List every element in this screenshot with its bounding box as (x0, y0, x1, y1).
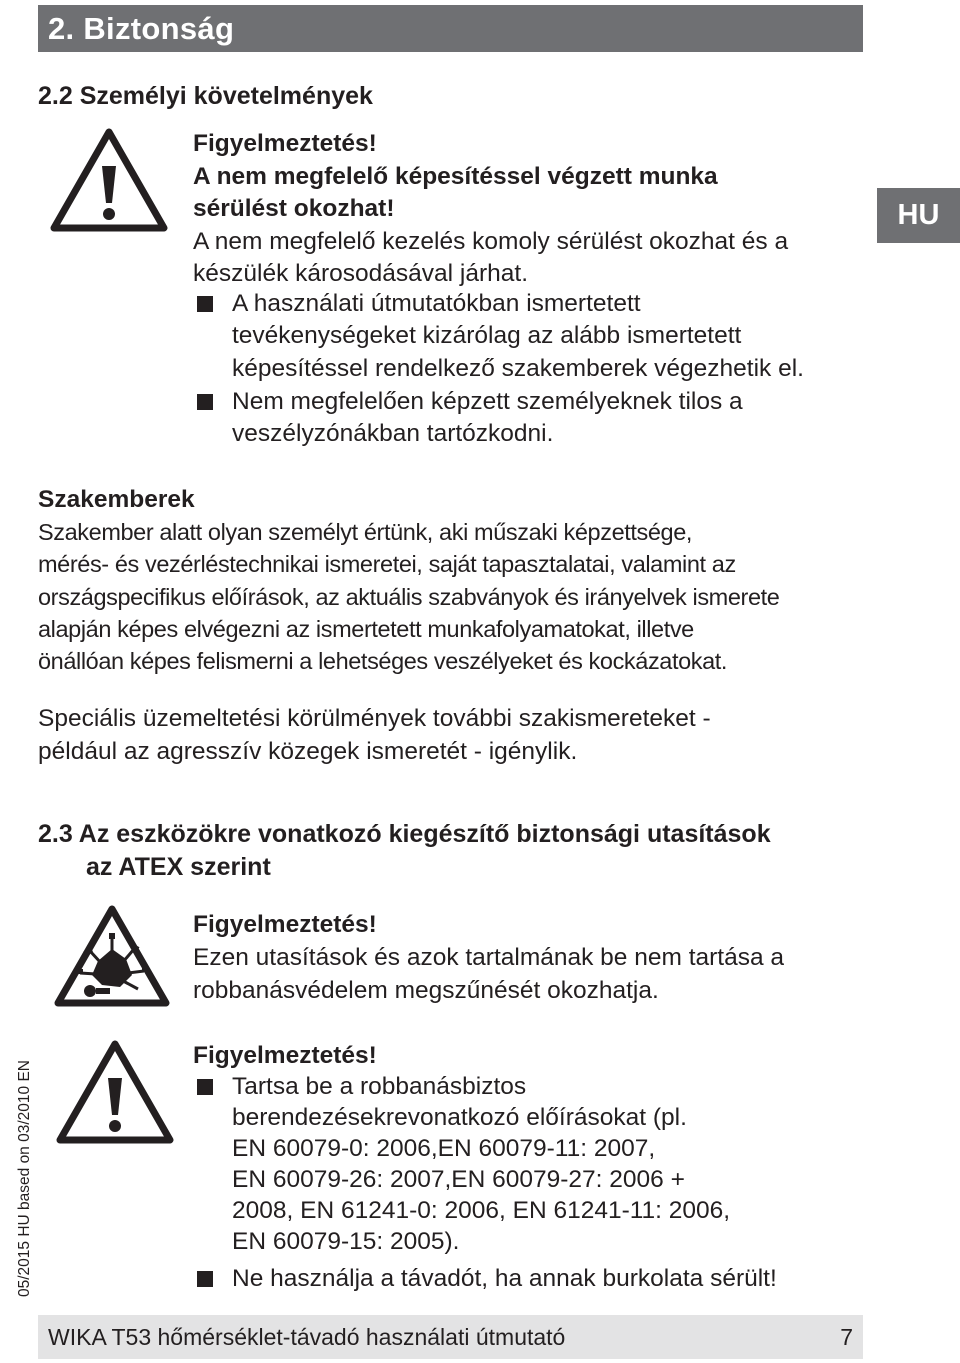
bullet-text-line: Tartsa be a robbanásbiztos (232, 1073, 527, 1100)
language-tab (877, 188, 960, 243)
document-version-note: 05/2015 HU based on 03/2010 EN (16, 1060, 33, 1297)
bullet-text-line: A használati útmutatókban ismertetett (232, 290, 641, 317)
bullet-square (197, 394, 213, 410)
footer-title: WIKA T53 hőmérséklet-távadó használati útmutató (48, 1324, 566, 1350)
warning-text-line: Ezen utasítások és azok tartalmának be nem tartása a (193, 944, 785, 971)
warning-text-line: A nem megfelelő kezelés komoly sérülést okozhat és a (193, 228, 789, 255)
section-2-3-heading-cont: az ATEX szerint (86, 853, 271, 881)
exclamation-warning-icon (50, 128, 168, 232)
experts-heading: Szakemberek (38, 486, 195, 513)
page-number: 7 (840, 1324, 853, 1350)
warning-bold-line: sérülést okozhat! (193, 195, 395, 222)
bullet-text-line: Ne használja a távadót, ha annak burkolata sérült! (232, 1265, 777, 1292)
experts-text-line: országspecifikus előírások, az aktuális szabványok és irányelvek ismerete (38, 584, 780, 610)
experts-text-line: Szakember alatt olyan személyt értünk, aki műszaki képzettsége, (38, 519, 692, 545)
bullet-text-line: 2008, EN 61241-0: 2006, EN 61241-11: 2006, (232, 1197, 731, 1224)
bullet-text-line: EN 60079-15: 2005). (232, 1228, 460, 1255)
exclamation-warning-icon (56, 1040, 174, 1144)
bullet-square (197, 1079, 213, 1095)
section-title: 2. Biztonság (48, 11, 235, 46)
special-text-line: Speciális üzemeltetési körülmények további szakismereteket - (38, 705, 711, 732)
bullet-text-line: veszélyzónákban tartózkodni. (232, 420, 554, 447)
experts-text-line: mérés- és vezérléstechnikai ismeretei, saját tapasztalatai, valamint az (38, 551, 736, 577)
special-text-line: például az agresszív közegek ismeretét - igénylik. (38, 738, 578, 765)
section-2-3-heading: 2.3 Az eszközökre vonatkozó kiegészítő biztonsági utasítások (38, 820, 771, 848)
experts-text-line: alapján képes elvégezni az ismertetett munkafolyamatokat, illetve (38, 616, 694, 642)
warning-title: Figyelmeztetés! (193, 130, 377, 157)
warning-bold-line: A nem megfelelő képesítéssel végzett munka (193, 163, 718, 190)
bullet-square (197, 1271, 213, 1287)
warning-title: Figyelmeztetés! (193, 1042, 377, 1069)
section-2-2-heading: 2.2 Személyi követelmények (38, 82, 373, 110)
warning-text-line: robbanásvédelem megszűnését okozhatja. (193, 977, 659, 1004)
bullet-text-line: berendezésekrevonatkozó előírásokat (pl. (232, 1104, 687, 1131)
bullet-text-line: EN 60079-26: 2007,EN 60079-27: 2006 + (232, 1166, 685, 1193)
section-header-bar (38, 5, 863, 52)
experts-text-line: önállóan képes felismerni a lehetséges veszélyeket és kockázatokat. (38, 648, 728, 674)
warning-text-line: készülék károsodásával járhat. (193, 260, 529, 287)
language-label: HU (897, 199, 940, 231)
page-footer (38, 1315, 863, 1359)
bullet-square (197, 296, 213, 312)
bullet-text-line: Nem megfelelően képzett személyeknek tilos a (232, 388, 743, 415)
bullet-text-line: EN 60079-0: 2006,EN 60079-11: 2007, (232, 1135, 656, 1162)
explosion-warning-icon (54, 905, 170, 1007)
bullet-text-line: tevékenységeket kizárólag az alább ismertetett (232, 322, 742, 349)
bullet-text-line: képesítéssel rendelkező szakemberek végezhetik el. (232, 355, 804, 382)
warning-title: Figyelmeztetés! (193, 911, 377, 938)
